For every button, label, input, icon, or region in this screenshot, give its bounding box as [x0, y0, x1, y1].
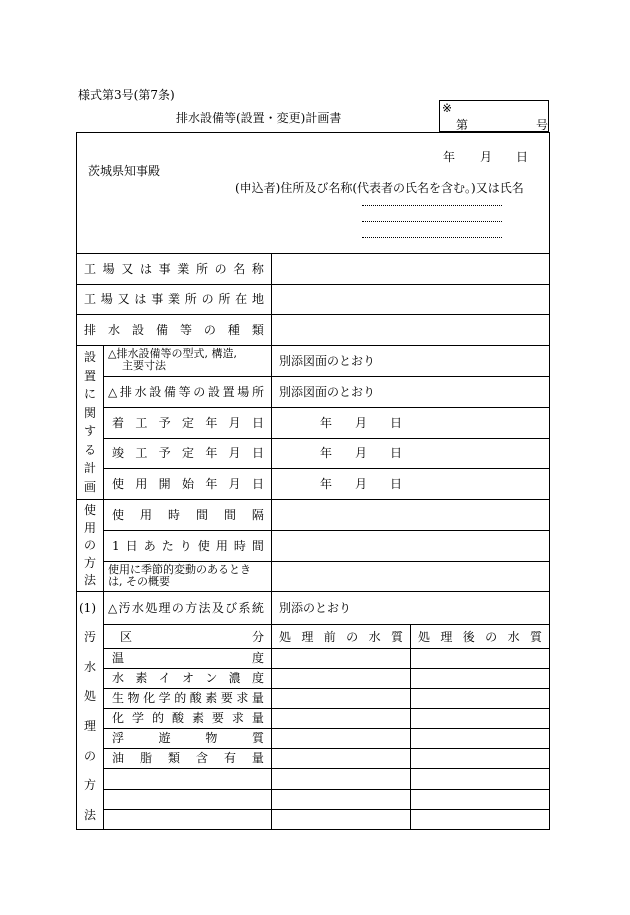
- row-divider: [103, 668, 550, 669]
- row-divider: [103, 748, 550, 749]
- section-install-label: [82, 350, 98, 494]
- row-divider: [76, 314, 550, 315]
- column-divider: [103, 345, 104, 830]
- label-char: 求: [231, 711, 244, 725]
- label-char: 置: [83, 368, 96, 383]
- date-unit: 日: [389, 477, 402, 491]
- label-char: 的: [151, 711, 164, 725]
- date-month: 月: [480, 150, 493, 164]
- label-char: 処: [418, 630, 431, 644]
- label-char: 水: [107, 323, 120, 337]
- label-char: 酸: [189, 691, 202, 705]
- label-char: 及: [211, 601, 224, 615]
- label-char: の: [485, 630, 498, 644]
- label-char: 業: [167, 292, 180, 306]
- label-char: 1: [112, 539, 120, 553]
- label-char: 竣: [112, 446, 125, 460]
- label-char: た: [161, 539, 174, 553]
- label-char: 所: [218, 292, 231, 306]
- label-char: 法: [83, 573, 96, 587]
- label-char: 法: [198, 601, 211, 615]
- row-divider: [76, 253, 550, 254]
- daily-hours-label: [112, 539, 264, 553]
- sewage-method-value: 別添のとおり: [279, 601, 352, 615]
- row-divider: [103, 624, 550, 625]
- label-char: 方: [83, 555, 96, 570]
- label-char: 量: [251, 691, 264, 705]
- label-char: 使: [197, 539, 210, 553]
- location-value: 別添図面のとおり: [279, 385, 376, 399]
- factory-name-label: [84, 262, 264, 276]
- row-divider: [76, 591, 550, 592]
- label-char: 水: [112, 671, 125, 685]
- label-char: り: [179, 539, 192, 553]
- row-divider: [103, 530, 550, 531]
- label-char: 理: [301, 630, 314, 644]
- label-char: オ: [181, 671, 194, 685]
- label-char: 法: [83, 807, 96, 822]
- label-char: 間: [195, 508, 208, 522]
- label-char: の: [214, 262, 227, 276]
- form-title: 排水設備等(設置・変更)計画書: [176, 111, 342, 125]
- factory-location-label: [84, 292, 264, 306]
- receipt-mark: ※: [442, 101, 453, 115]
- label-char: △: [108, 601, 118, 615]
- label-char: 理: [440, 630, 453, 644]
- section-sewage-label: [82, 630, 98, 822]
- label-char: 年: [205, 477, 218, 491]
- date-unit: 日: [389, 446, 402, 460]
- label-char: に: [83, 387, 96, 402]
- col-before: [279, 630, 403, 644]
- label-char: 開: [158, 477, 171, 491]
- label-char: 類: [251, 323, 264, 337]
- label-char: 質: [529, 630, 542, 644]
- sewage-number: (1): [79, 601, 96, 615]
- row-divider: [103, 789, 550, 790]
- label-char: 物: [205, 731, 218, 745]
- applicant-line-2[interactable]: [362, 221, 502, 222]
- label-char: あ: [143, 539, 156, 553]
- label-char: 年: [205, 446, 218, 460]
- date-unit: 月: [354, 477, 367, 491]
- label-char: 事: [158, 262, 171, 276]
- model-value: 別添図面のとおり: [279, 354, 376, 368]
- label-char: 酸: [171, 711, 184, 725]
- date-unit: 年: [320, 477, 333, 491]
- start-date-value[interactable]: [320, 416, 402, 430]
- date-unit: 年: [320, 416, 333, 430]
- label-char: 汚: [83, 630, 96, 644]
- label-char: の: [83, 748, 96, 763]
- label-char: 設: [207, 385, 220, 399]
- label-char: 処: [145, 601, 158, 615]
- label-char: 時: [233, 539, 246, 553]
- label-char: 時: [167, 508, 180, 522]
- label-char: 備: [155, 323, 168, 337]
- label-char: 学: [131, 711, 144, 725]
- label-char: 場: [102, 262, 115, 276]
- label-char: 脂: [139, 751, 152, 765]
- label-char: 又: [117, 292, 130, 306]
- applicant-line-3[interactable]: [362, 237, 502, 238]
- date-day: 日: [516, 150, 529, 164]
- row-divider: [103, 708, 550, 709]
- row-divider: [103, 728, 550, 729]
- col-category-left: 区: [120, 630, 133, 644]
- quality-item-label: [112, 731, 264, 745]
- label-char: 質: [390, 630, 403, 644]
- label-char: 等: [179, 323, 192, 337]
- label-char: の: [171, 601, 184, 615]
- label-char: 使: [112, 477, 125, 491]
- label-char: 水: [507, 630, 520, 644]
- label-char: 日: [251, 446, 264, 460]
- label-char: 始: [181, 477, 194, 491]
- label-char: イ: [158, 671, 171, 685]
- label-char: 理: [83, 718, 96, 733]
- label-char: 有: [223, 751, 236, 765]
- date-unit: 日: [389, 416, 402, 430]
- label-char: 要: [211, 711, 224, 725]
- label-char: 隔: [251, 508, 264, 522]
- quality-item-label: [112, 671, 264, 685]
- label-char: の: [203, 323, 216, 337]
- label-char: 用: [135, 477, 148, 491]
- quality-item-label: [112, 751, 264, 765]
- label-char: 要: [220, 691, 233, 705]
- label-char: 方: [185, 601, 198, 615]
- label-char: 水: [83, 659, 96, 674]
- label-char: 関: [83, 405, 96, 420]
- label-char: 素: [135, 671, 148, 685]
- label-char: 種: [227, 323, 240, 337]
- label-char: 定: [181, 416, 194, 430]
- label-char: 設: [83, 350, 96, 364]
- label-char: 工: [84, 292, 97, 306]
- seasonal-label: 使用に季節的変動のあるとき は, その概要: [108, 563, 251, 588]
- label-char: 方: [83, 778, 96, 793]
- label-char: 含: [195, 751, 208, 765]
- label-char: △: [108, 385, 118, 399]
- label-char: ン: [205, 671, 218, 685]
- label-char: 物: [127, 691, 140, 705]
- row-divider: [76, 345, 550, 346]
- row-divider: [103, 561, 550, 562]
- label-char: 系: [238, 601, 251, 615]
- quality-item-label: [112, 711, 264, 725]
- label-char: 濃: [228, 671, 241, 685]
- interval-label: [112, 508, 264, 522]
- label-char: び: [225, 601, 238, 615]
- addressee: 茨城県知事殿: [88, 164, 161, 178]
- label-char: 年: [205, 416, 218, 430]
- label-char: は: [134, 292, 147, 306]
- label-char: 統: [251, 601, 264, 615]
- label-char: 所: [251, 385, 264, 399]
- receipt-suffix: 号: [536, 118, 549, 132]
- label-char: 計: [83, 461, 96, 476]
- label-char: 名: [233, 262, 246, 276]
- label-char: 画: [83, 479, 96, 494]
- row-divider: [103, 438, 550, 439]
- label-char: 間: [223, 508, 236, 522]
- label-char: 設: [131, 323, 144, 337]
- label-char: 処: [279, 630, 292, 644]
- label-char: 所: [184, 292, 197, 306]
- label-char: 度: [251, 671, 264, 685]
- label-char: 温: [112, 651, 125, 665]
- section-usage-label: [82, 503, 98, 587]
- column-divider: [271, 253, 272, 830]
- label-char: 用: [83, 520, 96, 535]
- label-char: 日: [251, 416, 264, 430]
- label-char: 事: [151, 292, 164, 306]
- label-char: 素: [205, 691, 218, 705]
- label-char: 工: [135, 416, 148, 430]
- label-char: 処: [83, 689, 96, 704]
- label-char: 使: [83, 503, 96, 517]
- label-char: 用: [139, 508, 152, 522]
- row-divider: [103, 648, 550, 649]
- applicant-line-1[interactable]: [362, 205, 502, 206]
- label-char: 間: [251, 539, 264, 553]
- label-char: 油: [112, 751, 125, 765]
- label-char: 質: [251, 731, 264, 745]
- label-char: 的: [174, 691, 187, 705]
- label-char: 月: [228, 416, 241, 430]
- col-category-right: 分: [252, 630, 265, 644]
- label-char: 在: [235, 292, 248, 306]
- label-char: 等: [178, 385, 191, 399]
- label-char: 度: [251, 651, 264, 665]
- sewage-method-label: [108, 601, 264, 615]
- label-char: 理: [158, 601, 171, 615]
- quality-item-label: [112, 651, 264, 665]
- quality-item-label: [112, 691, 264, 705]
- equipment-type-label: [84, 323, 264, 337]
- use-start-date-label: [112, 477, 264, 491]
- label-char: 日: [251, 477, 264, 491]
- label-char: 求: [236, 691, 249, 705]
- date-unit: 年: [320, 446, 333, 460]
- label-char: す: [83, 424, 96, 439]
- label-char: の: [83, 538, 96, 552]
- label-char: 化: [143, 691, 156, 705]
- label-char: 化: [112, 711, 125, 725]
- label-char: 量: [251, 751, 264, 765]
- date-unit: 月: [354, 416, 367, 430]
- completion-date-label: [112, 446, 264, 460]
- label-char: は: [139, 262, 152, 276]
- label-char: 地: [251, 292, 264, 306]
- label-char: 工: [84, 262, 97, 276]
- label-char: 月: [228, 477, 241, 491]
- label-char: 後: [462, 630, 475, 644]
- label-char: 月: [228, 446, 241, 460]
- label-char: 又: [121, 262, 134, 276]
- label-char: 置: [222, 385, 235, 399]
- label-char: 水: [131, 601, 144, 615]
- label-char: 着: [112, 416, 125, 430]
- row-divider: [103, 809, 550, 810]
- label-char: 学: [158, 691, 171, 705]
- receipt-prefix: 第: [456, 118, 469, 132]
- date-unit: 月: [354, 446, 367, 460]
- label-char: の: [201, 292, 214, 306]
- column-divider: [410, 624, 411, 830]
- form-number: 様式第3号(第7条): [78, 88, 175, 102]
- label-char: 定: [181, 446, 194, 460]
- label-char: 水: [368, 630, 381, 644]
- label-char: 設: [149, 385, 162, 399]
- completion-date-value[interactable]: [320, 446, 402, 460]
- label-char: 生: [112, 691, 125, 705]
- label-char: 浮: [112, 731, 125, 745]
- label-char: 遊: [158, 731, 171, 745]
- col-after: [418, 630, 542, 644]
- date-year: 年: [443, 150, 456, 164]
- row-divider: [76, 499, 550, 500]
- row-divider: [103, 468, 550, 469]
- label-char: 汚: [118, 601, 131, 615]
- row-divider: [103, 376, 550, 377]
- label-char: 予: [158, 446, 171, 460]
- label-char: の: [193, 385, 206, 399]
- label-char: 所: [195, 262, 208, 276]
- label-char: 日: [125, 539, 138, 553]
- label-char: 工: [135, 446, 148, 460]
- label-char: 水: [134, 385, 147, 399]
- applicant-label: (申込者)住所及び名称(代表者の氏名を含む。)又は氏名: [235, 181, 524, 195]
- label-char: の: [346, 630, 359, 644]
- row-divider: [103, 768, 550, 769]
- row-divider: [103, 407, 550, 408]
- model-label: △排水設備等の型式, 構造, 主要寸法: [108, 347, 237, 372]
- row-divider: [76, 284, 550, 285]
- label-char: 類: [167, 751, 180, 765]
- label-char: 場: [100, 292, 113, 306]
- use-start-date-value[interactable]: [320, 477, 402, 491]
- label-char: 排: [84, 323, 97, 337]
- label-char: 用: [215, 539, 228, 553]
- location-label: [108, 385, 264, 399]
- label-char: 量: [251, 711, 264, 725]
- label-char: 業: [177, 262, 190, 276]
- row-divider: [103, 688, 550, 689]
- label-char: 予: [158, 416, 171, 430]
- label-char: 排: [119, 385, 132, 399]
- label-char: る: [83, 442, 96, 457]
- label-char: 称: [251, 262, 264, 276]
- start-date-label: [112, 416, 264, 430]
- label-char: 素: [191, 711, 204, 725]
- label-char: 使: [112, 508, 125, 522]
- label-char: 備: [163, 385, 176, 399]
- label-char: 前: [323, 630, 336, 644]
- label-char: 場: [237, 385, 250, 399]
